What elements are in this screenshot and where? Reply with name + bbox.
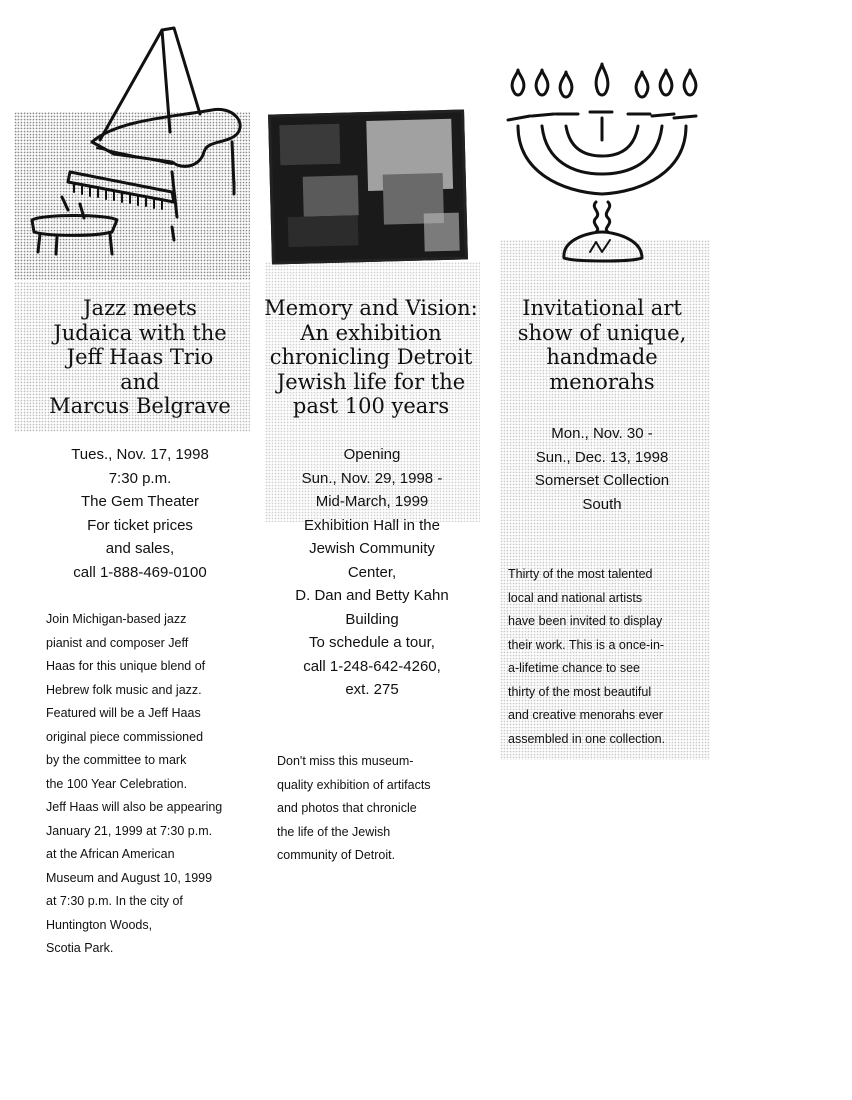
description-line: Join Michigan-based jazz (46, 612, 187, 626)
description-line: Huntington Woods, (46, 917, 153, 932)
title-line: handmade (546, 345, 658, 369)
detail-line: Sun., Nov. 29, 1998 - (301, 469, 443, 487)
menorah-show-description (508, 563, 703, 751)
title-line: past 100 years (292, 394, 450, 418)
detail-line: Building (345, 610, 399, 628)
detail-line: Somerset Collection (534, 472, 670, 489)
title-line: Jewish life for the (276, 369, 466, 394)
description-line: pianist and composer Jeff (46, 635, 189, 650)
jazz-event-description (46, 608, 256, 961)
description-line: a-lifetime chance to see (508, 661, 641, 675)
detail-line: Opening (343, 446, 401, 463)
title-line: An exhibition (300, 320, 442, 345)
title-line: menorahs (549, 369, 655, 394)
description-line: at the African American (46, 847, 175, 861)
description-line: thirty of the most beautiful (508, 684, 652, 699)
description-line: by the committee to mark (46, 753, 187, 767)
menorah-show-title (497, 296, 707, 394)
description-line: and photos that chronicle (277, 801, 417, 815)
detail-line: Center, (347, 563, 397, 581)
detail-line: ext. 275 (345, 681, 399, 698)
detail-line: Mid-March, 1999 (315, 493, 429, 510)
detail-line: South (582, 495, 622, 513)
detail-line: call 1-888-469-0100 (73, 563, 207, 581)
detail-line: and sales, (105, 540, 175, 557)
jazz-event-title (30, 296, 250, 419)
detail-line: The Gem Theater (80, 493, 200, 510)
description-line: Hebrew folk music and jazz. (46, 682, 202, 697)
description-line: Scotia Park. (46, 941, 114, 955)
exhibition-title (262, 296, 480, 419)
description-line: original piece commissioned (46, 729, 204, 744)
description-line: community of Detroit. (277, 848, 396, 862)
historic-photograph (268, 109, 468, 264)
detail-line: Exhibition Hall in the (304, 516, 440, 534)
description-line: their work. This is a once-in- (508, 637, 665, 652)
description-line: and creative menorahs ever (508, 708, 663, 722)
description-line: Don't miss this museum- (277, 754, 414, 768)
description-line: assembled in one collection. (508, 731, 666, 746)
detail-line: Tues., Nov. 17, 1998 (71, 446, 209, 463)
description-line: Jeff Haas will also be appearing (46, 800, 223, 814)
description-line: Haas for this unique blend of (46, 659, 206, 673)
title-line: Jeff Haas Trio (66, 345, 214, 369)
detail-line: Jewish Community (309, 540, 435, 557)
description-line: have been invited to display (508, 614, 663, 628)
detail-line: call 1-248-642-4260, (303, 657, 441, 675)
exhibition-description (277, 750, 477, 868)
jazz-event-details (40, 443, 240, 584)
description-line: January 21, 1999 at 7:30 p.m. (46, 823, 213, 838)
detail-line: 7:30 p.m. (108, 469, 172, 487)
title-line: Marcus Belgrave (49, 394, 231, 418)
description-line: Museum and August 10, 1999 (46, 870, 213, 885)
description-line: the life of the Jewish (277, 824, 391, 839)
description-line: at 7:30 p.m. In the city of (46, 894, 183, 908)
detail-line: To schedule a tour, (309, 634, 435, 651)
title-line: Jazz meets (83, 296, 197, 320)
title-line: show of unique, (517, 320, 687, 345)
menorah-show-details (502, 422, 702, 516)
description-line: the 100 Year Celebration. (46, 776, 188, 791)
menorah-illustration (502, 62, 702, 272)
detail-line: D. Dan and Betty Kahn (295, 587, 449, 604)
exhibition-details (262, 443, 482, 702)
title-line: and (120, 369, 160, 394)
grand-piano-illustration (22, 22, 257, 272)
description-line: Featured will be a Jeff Haas (46, 706, 201, 720)
title-line: Judaica with the (53, 320, 227, 345)
description-line: local and national artists (508, 590, 643, 605)
title-line: Memory and Vision: (264, 296, 478, 320)
title-line: chronicling Detroit (269, 345, 473, 369)
detail-line: Sun., Dec. 13, 1998 (535, 448, 669, 466)
detail-line: For ticket prices (87, 516, 193, 534)
title-line: Invitational art (522, 296, 682, 320)
detail-line: Mon., Nov. 30 - (551, 425, 653, 442)
description-line: quality exhibition of artifacts (277, 777, 431, 792)
description-line: Thirty of the most talented (508, 567, 653, 581)
